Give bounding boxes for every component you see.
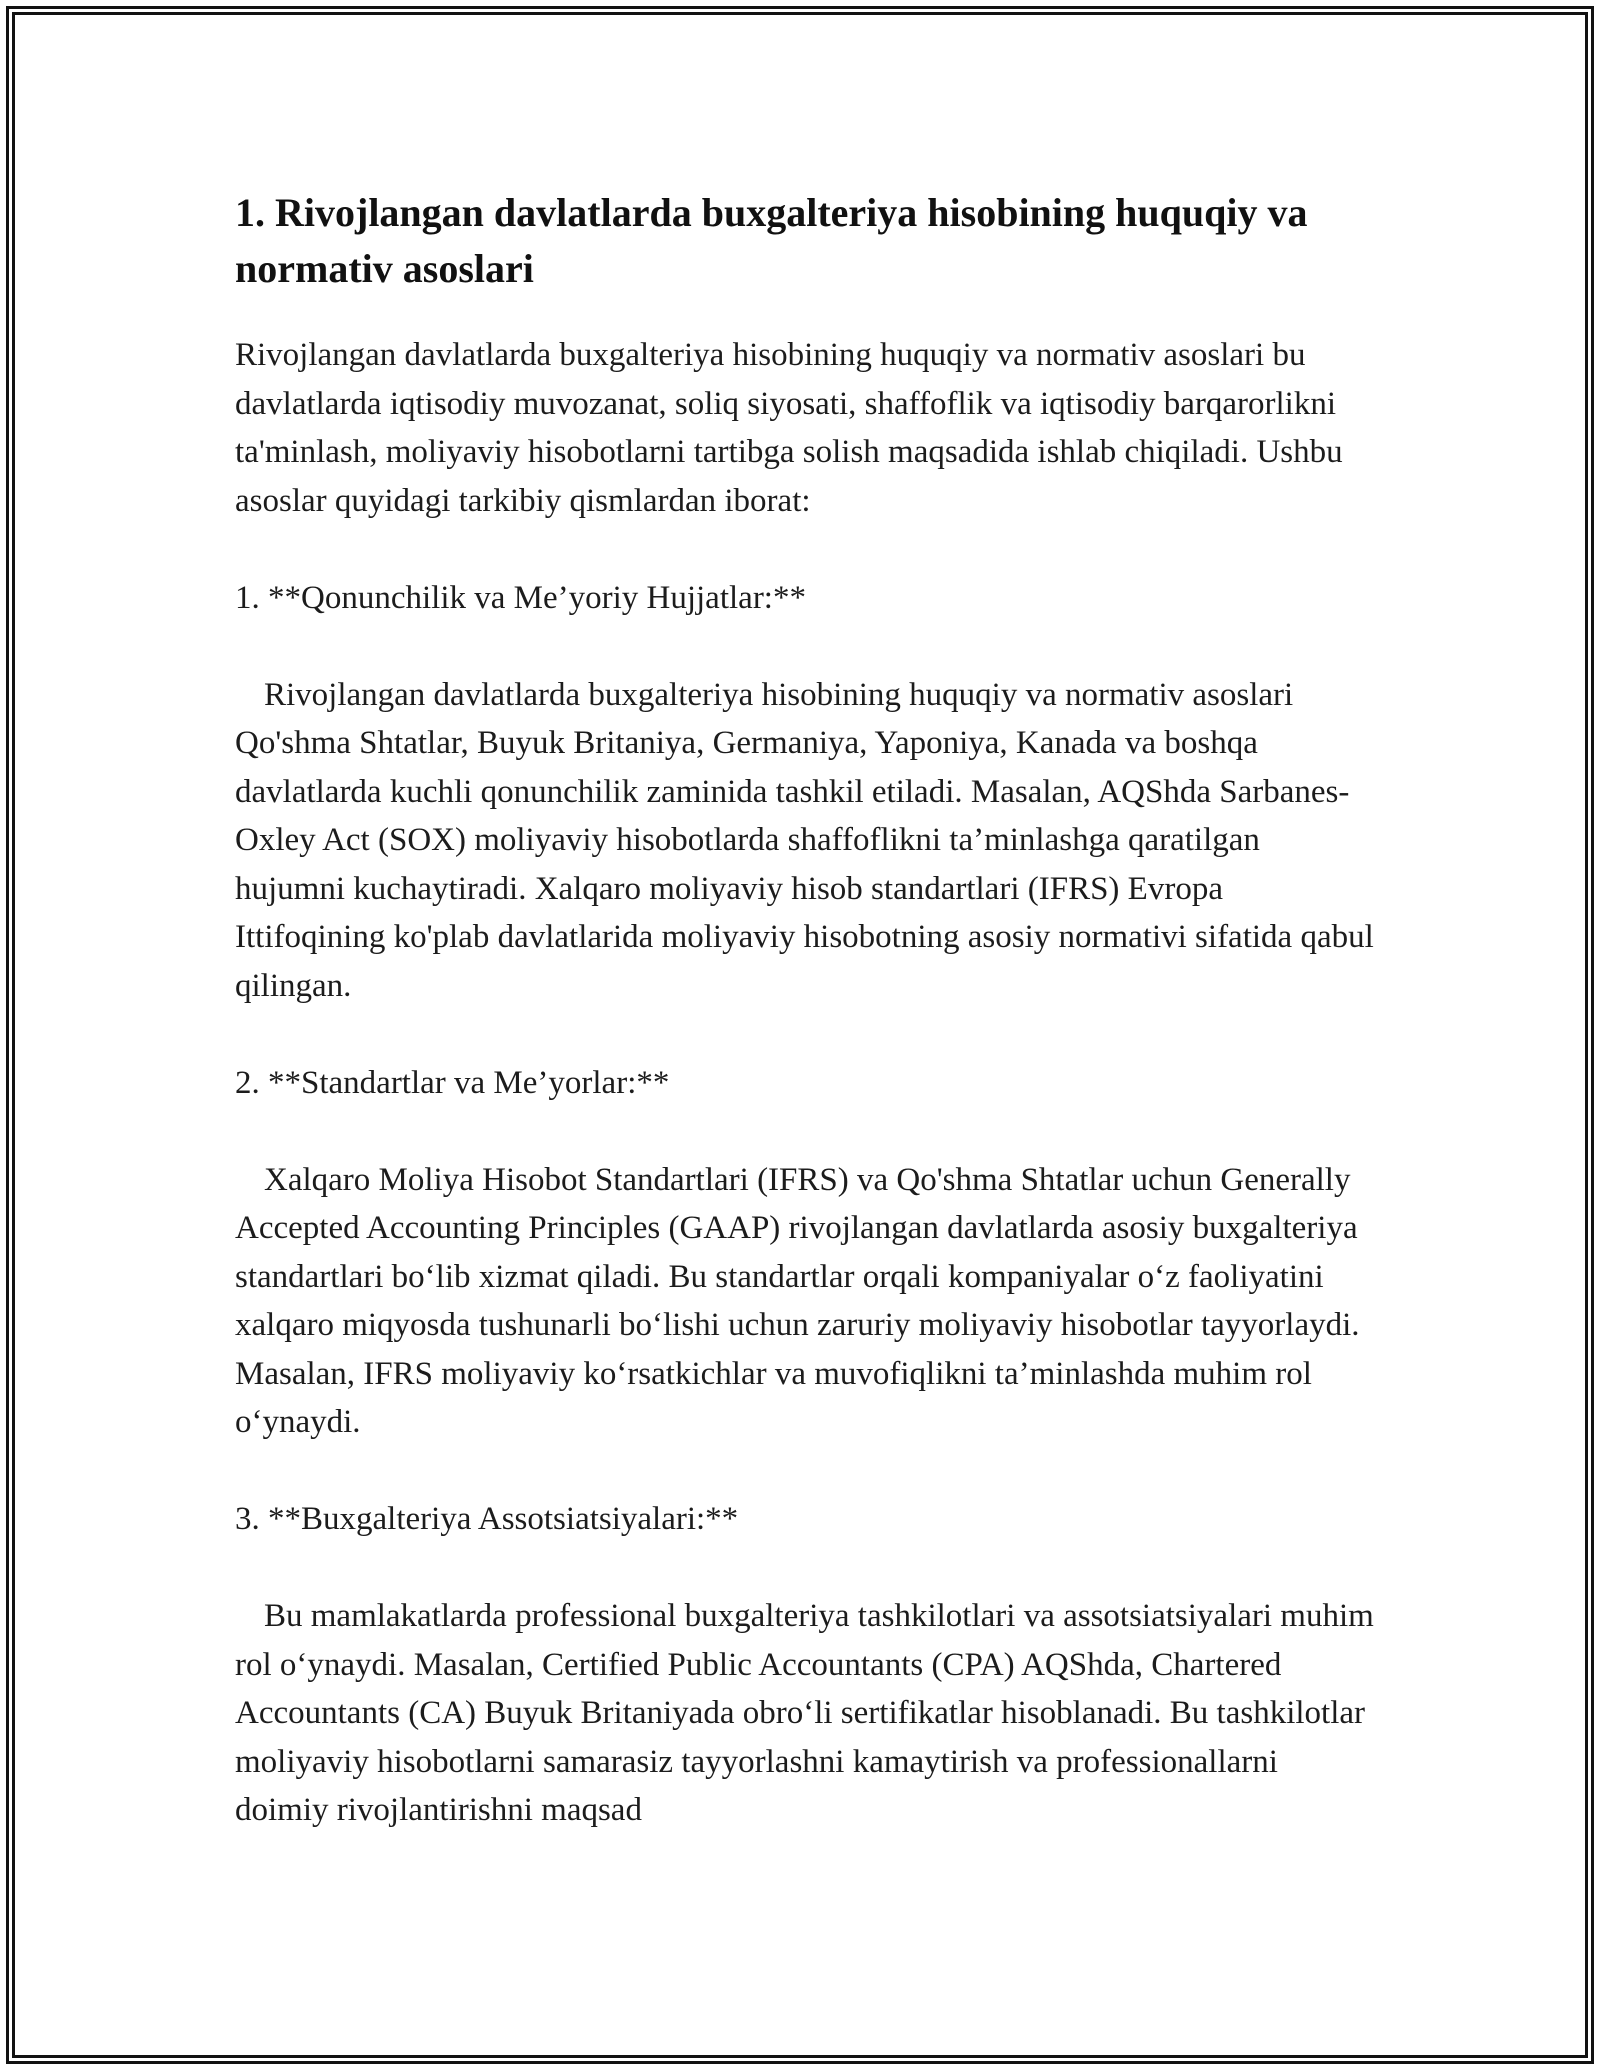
spacer: [235, 1447, 1375, 1496]
document-title: 1. Rivojlangan davlatlarda buxgalteriya hisobining huquqiy va normativ asoslari: [235, 190, 1308, 291]
spacer: [235, 525, 1375, 574]
spacer: [235, 622, 1375, 671]
spacer: [235, 1010, 1375, 1059]
section-heading-legislation: 1. **Qonunchilik va Me’yoriy Hujjatlar:**: [235, 579, 806, 616]
spacer: [235, 1544, 1375, 1593]
section-heading-associations: 3. **Buxgalteriya Assotsiatsiyalari:**: [235, 1501, 739, 1537]
section-body-associations: Bu mamlakatlarda professional buxgalteriya tashkilotlari va assotsiatsiyalari muhim rol o‘ynaydi. Masalan, Certified Public Accountants (CPA) AQShda, Chartered Accountants (CA) Buyuk Britaniyada obro‘li sertifikatlar hisoblanadi. Bu tashkilotlar moliyaviy hisobotlarni samarasiz tayyorlashni kamaytirish va professionallarni doimiy rivojlantirishni maqsad: [235, 1598, 1374, 1828]
document-body: [235, 185, 1375, 1835]
section-body-legislation: Rivojlangan davlatlarda buxgalteriya hisobining huquqiy va normativ asoslari Qo'shma Shtatlar, Buyuk Britaniya, Germaniya, Yaponiya, Kanada va boshqa davlatlarda kuchli qonunchilik zaminida tashkil etiladi. Masalan, AQShda Sarbanes-Oxley Act (SOX) moliyaviy hisobotlarda shaffoflikni ta’minlashga qaratilgan hujumni kuchaytiradi. Xalqaro moliyaviy hisob standartlari (IFRS) Evropa Ittifoqining ko'plab davlatlarida moliyaviy hisobotning asosiy normativi sifatida qabul qilingan.: [235, 676, 1374, 1004]
section-heading-standards: 2. **Standartlar va Me’yorlar:**: [235, 1064, 670, 1101]
section-body-standards: Xalqaro Moliya Hisobot Standartlari (IFRS) va Qo'shma Shtatlar uchun Generally Accepted Accounting Principles (GAAP) rivojlangan davlatlarda asosiy buxgalteriya standartlari bo‘lib xizmat qiladi. Bu standartlar orqali kompaniyalar o‘z faoliyatini xalqaro miqyosda tushunarli bo‘lishi uchun zaruriy moliyaviy hisobotlar tayyorlaydi. Masalan, IFRS moliyaviy ko‘rsatkichlar va muvofiqlikni ta’minlashda muhim rol o‘ynaydi.: [235, 1161, 1360, 1440]
spacer: [235, 1107, 1375, 1156]
intro-paragraph: Rivojlangan davlatlarda buxgalteriya hisobining huquqiy va normativ asoslari bu davlatlarda iqtisodiy muvozanat, soliq siyosati, shaffoflik va iqtisodiy barqarorlikni ta'minlash, moliyaviy hisobotlarni tartibga solish maqsadida ishlab chiqiladi. Ushbu asoslar quyidagi tarkibiy qismlardan iborat:: [235, 337, 1343, 519]
